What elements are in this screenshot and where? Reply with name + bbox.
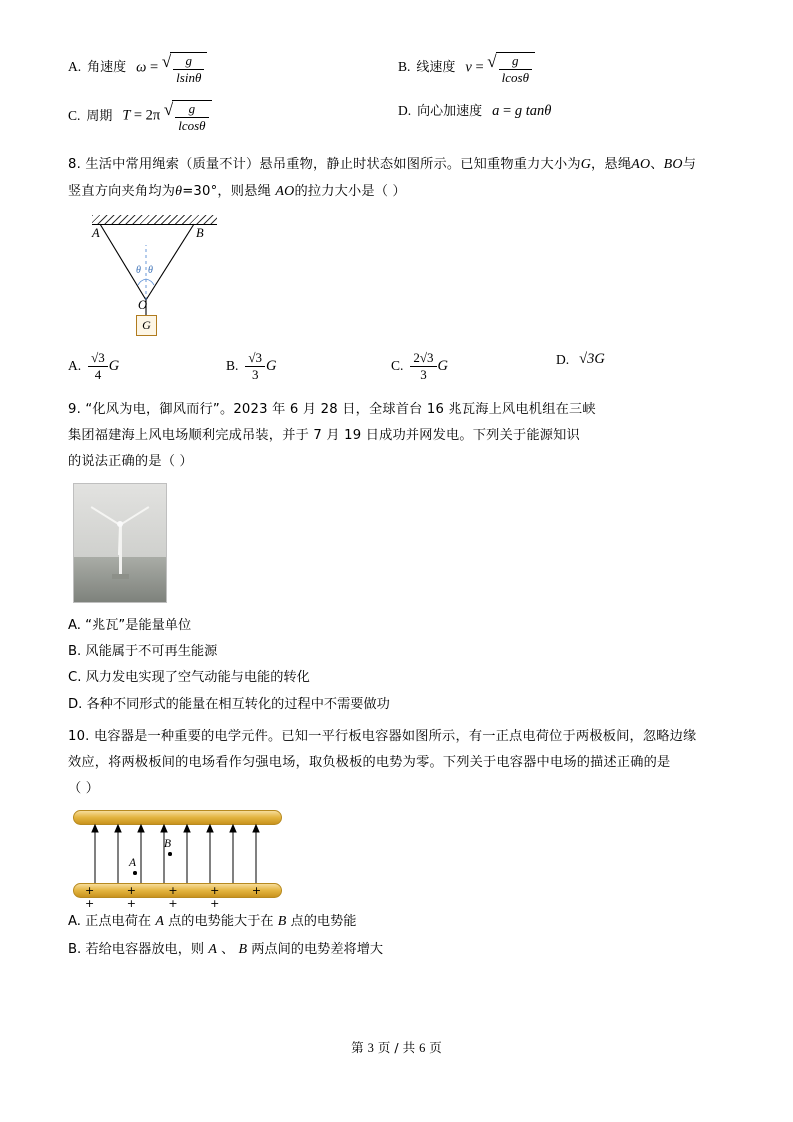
question9-options <box>68 613 728 719</box>
question9-number: 9. <box>68 402 81 418</box>
label-point-b-cap: B <box>164 838 172 851</box>
turbine-hub <box>117 521 123 527</box>
question9-line2: 集团福建海上风电场顺利完成吊装，并于 7 月 19 日成功并网发电。下列关于能源知识 <box>68 428 580 444</box>
footer-prefix: 第 <box>351 1040 364 1055</box>
point-b-dot <box>168 852 172 856</box>
question8-line1: 8. 生活中常用绳索（质量不计）悬吊重物，静止时状态如图所示。已知重物重力大小为G，悬绳AO、BO与 <box>68 156 697 172</box>
footer-middle: 页 / 共 <box>377 1040 416 1055</box>
rope-diagram-svg <box>80 215 280 345</box>
question8-line2: 竖直方向夹角均为θ=30°，则悬绳 AO的拉力大小是（ ） <box>68 183 406 199</box>
option-a-label: A. <box>68 59 82 75</box>
q8-option-b-fraction: $\frac{√3}{3}$ <box>245 351 265 381</box>
option-b-q7[interactable] <box>398 52 728 84</box>
footer-suffix: 页 <box>429 1040 442 1055</box>
option-a-formula: ω = √ $\frac{g}{lsin\theta}$ <box>136 52 207 84</box>
page-footer <box>0 1038 793 1056</box>
q9-option-b[interactable]: B. 风能属于不可再生能源 <box>68 644 218 660</box>
option-d-q7[interactable] <box>398 100 728 120</box>
option-a-q7[interactable] <box>68 52 398 84</box>
question10-line1: 10. 电容器是一种重要的电学元件。已知一平行板电容器如图所示，有一正点电荷位于两极板间，忽略边缘 <box>68 729 697 745</box>
q9-option-c[interactable]: C. 风力发电实现了空气动能与电能的转化 <box>68 670 310 686</box>
label-theta-right: θ <box>148 265 153 277</box>
q8-option-c[interactable] <box>391 351 556 381</box>
turbine-base <box>112 574 129 579</box>
option-a-text: 角速度 <box>87 60 127 76</box>
question10-line2: 效应，将两极板间的电场看作匀强电场，取负极板的电势为零。下列关于电容器中电场的描述正确的是 <box>68 755 671 770</box>
footer-current-page: 3 <box>367 1041 374 1055</box>
q8-option-a[interactable] <box>68 351 226 381</box>
question7-options-row2 <box>68 100 728 132</box>
q10-option-b[interactable]: B. 若给电容器放电，则 A 、 B 两点间的电势差将增大 <box>68 942 384 958</box>
option-b-formula: v = √ $\frac{g}{lcos\theta}$ <box>465 52 535 84</box>
question8-figure <box>80 215 280 345</box>
q8-option-c-label: C. <box>391 358 404 374</box>
q8-option-a-tail: G <box>108 357 120 374</box>
question10-line3: （ ） <box>68 780 100 796</box>
wind-turbine-photo <box>73 483 167 603</box>
q8-option-b[interactable] <box>226 351 391 381</box>
question9-line3: 的说法正确的是（ ） <box>68 453 193 469</box>
q8-option-c-tail: G <box>437 357 449 374</box>
option-d-label: D. <box>398 103 412 119</box>
footer-total-pages: 6 <box>419 1041 426 1055</box>
q8-option-d[interactable] <box>556 351 686 368</box>
option-b-label: B. <box>398 59 411 75</box>
q8-option-a-fraction: $\frac{√3}{4}$ <box>88 351 108 381</box>
q8-option-c-fraction: $\frac{2√3}{3}$ <box>410 351 436 381</box>
q8-option-b-label: B. <box>226 358 239 374</box>
label-theta-left: θ <box>136 265 141 277</box>
option-d-text: 向心加速度 <box>417 104 483 120</box>
q9-option-a[interactable]: A. “兆瓦”是能量单位 <box>68 617 192 633</box>
question8-options <box>68 351 728 381</box>
question9-line1: 9. “化风为电，御风而行”。2023 年 6 月 28 日，全球首台 16 兆瓦海上风电机组在三峡 <box>68 402 596 418</box>
label-point-b: B <box>196 226 204 241</box>
label-point-o: O <box>138 298 148 313</box>
question8-stem <box>68 151 728 206</box>
option-b-text: 线速度 <box>416 60 456 76</box>
q8-option-d-tail: √3G <box>579 351 605 368</box>
page-content <box>68 52 728 964</box>
question10-number: 10. <box>68 729 90 745</box>
option-c-label: C. <box>68 107 81 123</box>
option-c-text: 周期 <box>86 108 113 124</box>
option-c-formula: T = 2π √ $\frac{g}{lcos\theta}$ <box>122 100 211 132</box>
q10-option-a[interactable]: A. 正点电荷在 A 点的电势能大于在 B 点的电势能 <box>68 914 357 930</box>
label-point-a: A <box>92 226 100 241</box>
option-c-q7[interactable] <box>68 100 398 132</box>
q8-option-b-tail: G <box>266 357 277 374</box>
point-a-dot <box>133 871 137 875</box>
option-d-formula: a = g tanθ <box>492 103 552 120</box>
question10-options <box>68 908 728 964</box>
label-point-a-cap: A <box>129 857 137 870</box>
positive-charges-row: + + + + + + + + + <box>85 884 276 911</box>
question10-figure <box>73 810 303 911</box>
question7-options-row1 <box>68 52 728 84</box>
q8-option-a-label: A. <box>68 358 82 374</box>
question10-stem <box>68 724 728 801</box>
question9-stem <box>68 397 728 474</box>
q9-option-d[interactable]: D. 各种不同形式的能量在相互转化的过程中不需要做功 <box>68 696 390 712</box>
q8-option-d-label: D. <box>556 351 570 367</box>
weight-block: G <box>136 315 157 336</box>
question8-number: 8. <box>68 156 81 172</box>
